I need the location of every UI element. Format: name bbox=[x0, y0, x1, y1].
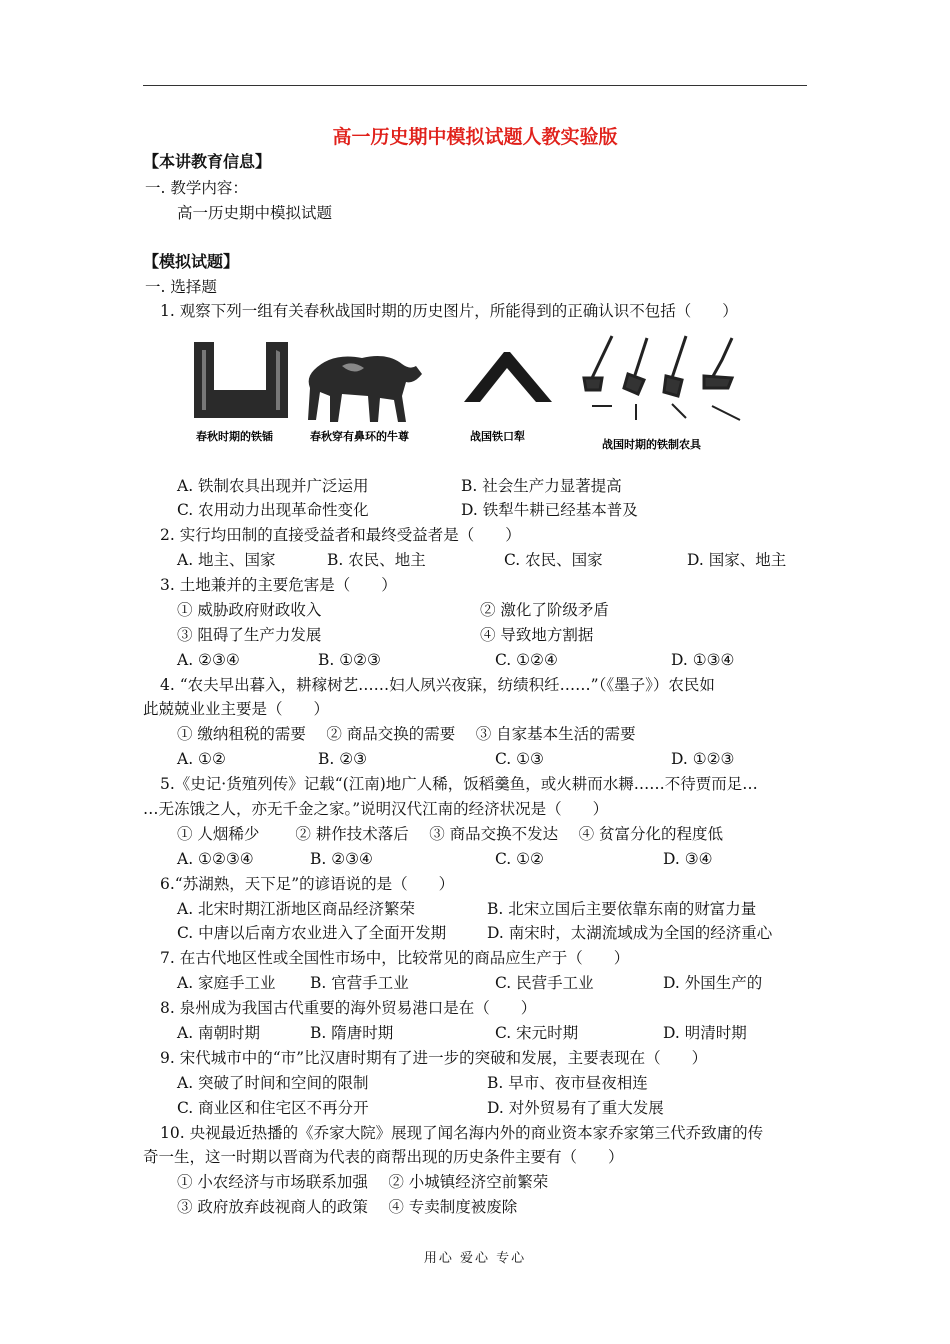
q3-item-4: ④ 导致地方割据 bbox=[480, 626, 594, 644]
exam-heading: 【模拟试题】 bbox=[143, 252, 240, 271]
q6-option-c: C. 中唐以后南方农业进入了全面开发期 bbox=[177, 924, 447, 942]
q7-option-d: D. 外国生产的 bbox=[663, 974, 763, 992]
question-9-stem: 9. 宋代城市中的“市”比汉唐时期有了进一步的突破和发展，主要表现在（ ） bbox=[160, 1049, 708, 1067]
q4-option-b: B. ②③ bbox=[318, 750, 368, 768]
question-4-stem-line2: 此兢兢业业主要是（ ） bbox=[143, 700, 330, 718]
q1-option-b: B. 社会生产力显著提高 bbox=[461, 477, 622, 495]
header-rule bbox=[143, 85, 807, 86]
q5-option-b: B. ②③④ bbox=[310, 850, 373, 868]
figure-caption-4: 战国时期的铁制农具 bbox=[602, 438, 701, 451]
q5-option-d: D. ③④ bbox=[663, 850, 713, 868]
question-10-stem-line2: 奇一生，这一时期以晋商为代表的商帮出现的历史条件主要有（ ） bbox=[143, 1148, 624, 1166]
q4-option-c: C. ①③ bbox=[495, 750, 544, 768]
q2-option-a: A. 地主、国家 bbox=[177, 551, 276, 569]
q3-item-1: ① 威胁政府财政收入 bbox=[177, 601, 322, 619]
iron-plow-illustration bbox=[464, 352, 552, 402]
q1-option-d: D. 铁犁牛耕已经基本普及 bbox=[461, 501, 638, 519]
figure-caption-3: 战国铁口犁 bbox=[470, 430, 525, 443]
q4-option-a: A. ①② bbox=[177, 750, 226, 768]
question-7-stem: 7. 在古代地区性或全国性市场中，比较常见的商品应生产于（ ） bbox=[160, 949, 630, 967]
history-figure bbox=[192, 330, 762, 458]
question-4-stem-line1: 4. “农夫早出暮入，耕稼树艺……妇人夙兴夜寐，纺绩积纴……”（《墨子》）农民如 bbox=[160, 676, 715, 694]
q9-option-c: C. 商业区和住宅区不再分开 bbox=[177, 1099, 369, 1117]
q3-option-b: B. ①②③ bbox=[318, 651, 381, 669]
q1-option-a: A. 铁制农具出现并广泛运用 bbox=[177, 477, 369, 495]
content-label: 一. 教学内容： bbox=[145, 179, 248, 197]
section-heading: 一. 选择题 bbox=[145, 278, 217, 296]
q8-option-b: B. 隋唐时期 bbox=[310, 1024, 394, 1042]
q6-option-a: A. 北宋时期江浙地区商品经济繁荣 bbox=[177, 900, 416, 918]
q5-option-a: A. ①②③④ bbox=[177, 850, 254, 868]
q6-option-d: D. 南宋时，太湖流域成为全国的经济重心 bbox=[487, 924, 773, 942]
q5-option-c: C. ①② bbox=[495, 850, 544, 868]
content-value: 高一历史期中模拟试题 bbox=[177, 204, 333, 222]
q10-items-line2: ③ 政府放弃歧视商人的政策 ④ 专卖制度被废除 bbox=[177, 1198, 518, 1216]
figure-caption-2: 春秋穿有鼻环的牛尊 bbox=[310, 430, 409, 443]
q3-item-2: ② 激化了阶级矛盾 bbox=[480, 601, 609, 619]
q6-option-b: B. 北宋立国后主要依靠东南的财富力量 bbox=[487, 900, 757, 918]
q10-items-line1: ① 小农经济与市场联系加强 ② 小城镇经济空前繁荣 bbox=[177, 1173, 549, 1191]
q2-option-b: B. 农民、地主 bbox=[327, 551, 426, 569]
q8-option-d: D. 明清时期 bbox=[663, 1024, 747, 1042]
ox-vessel-illustration bbox=[308, 356, 422, 422]
question-2-stem: 2. 实行均田制的直接受益者和最终受益者是（ ） bbox=[160, 526, 521, 544]
iron-spade-illustration bbox=[194, 342, 288, 418]
q9-option-a: A. 突破了时间和空间的限制 bbox=[177, 1074, 369, 1092]
question-3-stem: 3. 土地兼并的主要危害是（ ） bbox=[160, 576, 397, 594]
q3-item-3: ③ 阻碍了生产力发展 bbox=[177, 626, 322, 644]
q1-option-c: C. 农用动力出现革命性变化 bbox=[177, 501, 369, 519]
info-heading: 【本讲教育信息】 bbox=[143, 152, 272, 171]
q5-items: ① 人烟稀少 ② 耕作技术落后 ③ 商品交换不发达 ④ 贫富分化的程度低 bbox=[177, 825, 723, 843]
q9-option-d: D. 对外贸易有了重大发展 bbox=[487, 1099, 664, 1117]
iron-tools-illustration bbox=[584, 336, 740, 420]
q9-option-b: B. 早市、夜市昼夜相连 bbox=[487, 1074, 648, 1092]
q4-option-d: D. ①②③ bbox=[671, 750, 735, 768]
q3-option-a: A. ②③④ bbox=[177, 651, 240, 669]
figure-illustration bbox=[192, 330, 762, 458]
question-5-stem-line2: …无冻饿之人，亦无千金之家。”说明汉代江南的经济状况是（ ） bbox=[143, 800, 609, 818]
question-6-stem: 6.“苏湖熟，天下足”的谚语说的是（ ） bbox=[160, 875, 455, 893]
q3-option-d: D. ①③④ bbox=[671, 651, 735, 669]
q4-items: ① 缴纳租税的需要 ② 商品交换的需要 ③ 自家基本生活的需要 bbox=[177, 725, 636, 743]
q2-option-c: C. 农民、国家 bbox=[504, 551, 603, 569]
q3-option-c: C. ①②④ bbox=[495, 651, 558, 669]
question-5-stem-line1: 5.《史记·货殖列传》记载“(江南)地广人稀，饭稻羹鱼，或火耕而水耨……不待贾而足… bbox=[160, 775, 758, 793]
question-1-stem: 1. 观察下列一组有关春秋战国时期的历史图片，所能得到的正确认识不包括（ ） bbox=[160, 302, 738, 320]
q7-option-a: A. 家庭手工业 bbox=[177, 974, 276, 992]
question-8-stem: 8. 泉州成为我国古代重要的海外贸易港口是在（ ） bbox=[160, 999, 537, 1017]
q7-option-b: B. 官营手工业 bbox=[310, 974, 409, 992]
q8-option-c: C. 宋元时期 bbox=[495, 1024, 579, 1042]
q7-option-c: C. 民营手工业 bbox=[495, 974, 594, 992]
page-footer: 用心 爱心 专心 bbox=[423, 1251, 527, 1266]
question-10-stem-line1: 10. 央视最近热播的《乔家大院》展现了闻名海内外的商业资本家乔家第三代乔致庸的传 bbox=[160, 1124, 764, 1142]
page-title: 高一历史期中模拟试题人教实验版 bbox=[332, 126, 618, 148]
figure-caption-1: 春秋时期的铁锸 bbox=[196, 430, 273, 443]
q8-option-a: A. 南朝时期 bbox=[177, 1024, 261, 1042]
q2-option-d: D. 国家、地主 bbox=[687, 551, 787, 569]
